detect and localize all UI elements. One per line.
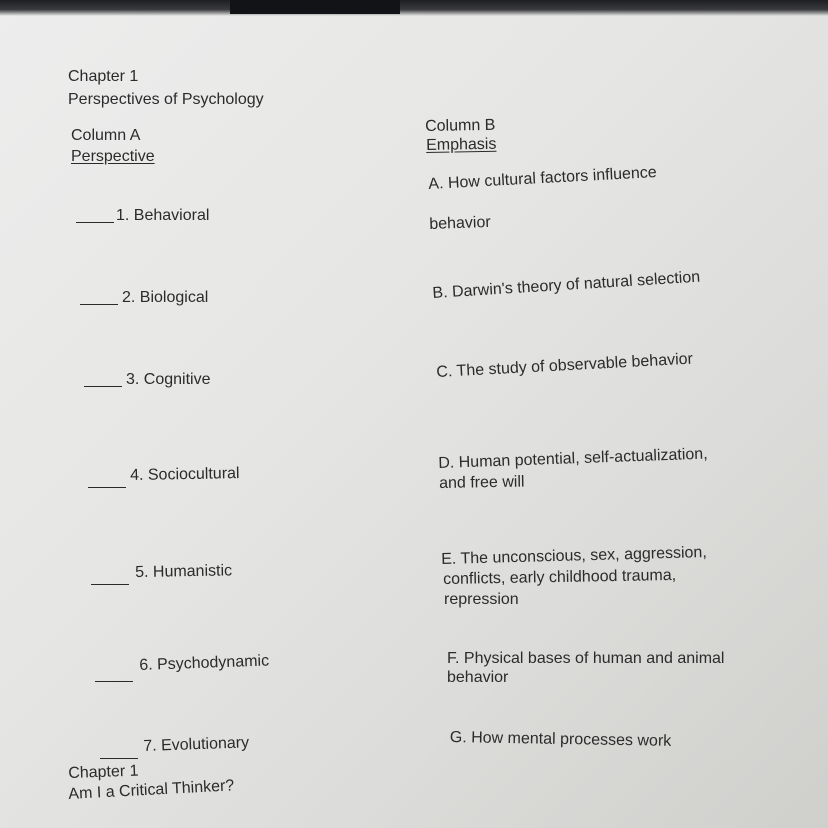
answer-blank-3[interactable] (84, 386, 122, 387)
answer-blank-2[interactable] (80, 304, 118, 305)
emphasis-item-e-line-3: repression (444, 591, 519, 608)
emphasis-item-f-line-2: behavior (447, 669, 509, 686)
answer-blank-7[interactable] (100, 758, 138, 759)
chapter-label: Chapter 1 (68, 68, 139, 85)
emphasis-item-e-line-1: E. The unconscious, sex, aggression, (441, 544, 707, 568)
dark-object (230, 0, 400, 14)
perspective-item-5: 5. Humanistic (135, 562, 233, 581)
emphasis-item-c: C. The study of observable behavior (436, 350, 694, 381)
emphasis-item-a (428, 164, 657, 194)
emphasis-item-b: B. Darwin's theory of natural selection (432, 268, 701, 302)
emphasis-item-a-line-1: A. How cultural factors influence (428, 164, 658, 193)
emphasis-item-d-line-2: and free will (439, 473, 525, 492)
next-section-title: Am I a Critical Thinker? (68, 777, 235, 803)
perspective-item-4: 4. Sociocultural (130, 465, 240, 484)
emphasis-item-f-line-1: F. Physical bases of human and animal (447, 650, 725, 667)
column-b-subheading: Emphasis (426, 135, 497, 154)
perspective-item-3: 3. Cognitive (126, 371, 211, 388)
next-chapter-label: Chapter 1 (68, 762, 139, 782)
top-shadow (0, 0, 828, 16)
perspective-item-7: 7. Evolutionary (143, 734, 250, 755)
answer-blank-6[interactable] (95, 681, 133, 682)
perspective-item-2: 2. Biological (122, 289, 209, 306)
answer-blank-1[interactable] (76, 222, 114, 223)
answer-blank-5[interactable] (91, 584, 129, 585)
answer-blank-4[interactable] (88, 487, 126, 488)
perspective-item-1: 1. Behavioral (116, 207, 210, 224)
page-title: Perspectives of Psychology (68, 91, 264, 108)
emphasis-item-d-line-1: D. Human potential, self-actualization, (438, 445, 708, 472)
column-b-heading: Column B (425, 116, 496, 135)
column-a-heading: Column A (71, 127, 141, 144)
column-a-subheading: Perspective (71, 148, 155, 165)
emphasis-item-a-line-2: behavior (429, 213, 491, 233)
perspective-item-6: 6. Psychodynamic (139, 652, 270, 674)
emphasis-item-g: G. How mental processes work (449, 729, 672, 750)
emphasis-item-e-line-2: conflicts, early childhood trauma, (443, 566, 677, 588)
